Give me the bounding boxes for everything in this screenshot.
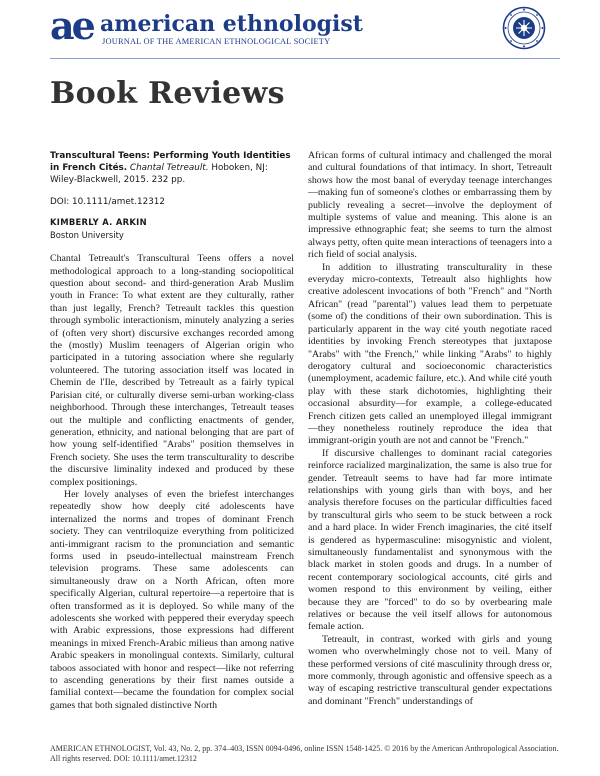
society-seal-icon: [502, 6, 546, 50]
journal-logo: ae: [50, 3, 93, 48]
doi-line: DOI: 10.1111/amet.12312: [50, 197, 165, 207]
body-paragraph: If discursive challenges to dominant racial categories reinforce racialized marginalization, the same is also true for gender. Tetreault seems to have had far more intimate relationships with young girls than with boys, and her analysis therefore focuses on the particular difficulties faced by transcultural girls who seem to be stuck between a rock and a hard place. In wider French imaginaries, the cité itself is gendered as hypermasculine: misogynistic and violent, simultaneously fundamentalist and synonymous with the black market in stolen goods and drugs. In a number of recent contemporary sociological accounts, cité girls and women respond to this environment by veiling, either because they are "forced" to do so by overbearing male relatives or because the veil itself allows for autonomous female action.: [308, 447, 552, 633]
body-paragraph: Her lovely analyses of even the briefest interchanges repeatedly show how deeply cité adolescents have internalized the norms and tropes of dominant French society. They can ventriloquize everything from politicized anti-immigrant racism to the pronunciation and semantic forms used in pseudo-intellectual mainstream French television programs. These same adolescents can simultaneously draw on a North African, often more specifically Algerian, cultural repertoire—a repertoire that is often transformed as it is deployed. So while many of the adolescents she worked with peppered their everyday speech with Arabic expressions, those expressions had different meanings in mixed French-Arabic milieus than among native Arabic speakers in monolingual contexts. Similarly, cultural taboos associated with honor and respect—like not referring to ascending generations by their first names outside a familial context—became the foundation for complex social games that both signaled distinctive North: [50, 488, 294, 711]
masthead-divider: [50, 58, 560, 59]
reviewer-affiliation: Boston University: [50, 229, 124, 240]
journal-name: american ethnologist: [100, 11, 363, 37]
body-paragraph: Tetreault, in contrast, worked with girls and young women who overwhelmingly chose not to veil. Many of these performed versions of cité masculinity through dress or, more commonly, through agonistic and offensive speech as a way of escaping restrictive transcultural gender expectations and dominant "French" understandings of: [308, 633, 552, 707]
body-paragraph: In addition to illustrating transculturality in these everyday micro-contexts, Tetreault also highlights how creative adolescent invocations of both "French" and "North African" (read "parental") values lead them to perpetuate (some of) the conditions of their own subordination. This is particularly apparent in the way cité youth negotiate raced identities by invoking French stereotypes that juxtapose "Arabs" with "the French," while linking "Arabs" to highly derogatory cultural and socioeconomic characteristics (unemployment, academic failure, etc.). And while cité youth play with these stark dichotomies, highlighting their occasional absurdity—for example, a college-educated French citizen gets called an unemployed illegal immigrant—they nonetheless routinely reproduce the idea that immigrant-origin youth are not and cannot be "French.": [308, 261, 552, 447]
body-paragraph: Chantal Tetreault's Transcultural Teens offers a novel methodological approach to a long-standing sociopolitical question about second- and third-generation Arab Muslim youth in France: To what extent are they culturally, rather than just legally, French? Tetreault tackles this question through symbolic interactionism, minutely analyzing a series of (often very short) discursive exchanges recorded among the (mostly) Muslim teenagers of Algerian origin who participated in a tutoring association where she regularly volunteered. The tutoring association itself was located in Chemin de l'Ile, described by Tetreault as a fairly typical Parisian cité, or culturally diverse semi-urban working-class neighborhood. Through these interchanges, Tetreault teases out the multiple and conflicting enactments of gender, generation, ethnicity, and national belonging that are part of how young self-identified "Arabs" position themselves in French society. She uses the term transculturality to describe the discursive liminality indexed and produced by these complex positionings.: [50, 253, 294, 488]
journal-subtitle: JOURNAL OF THE AMERICAN ETHNOLOGICAL SOCIETY: [102, 37, 331, 46]
footer-rights: All rights reserved. DOI: 10.1111/amet.12312: [50, 753, 197, 763]
book-author: Chantal Tetreault.: [129, 163, 209, 173]
page-footer: [50, 744, 560, 763]
reviewer-name: KIMBERLY A. ARKIN: [50, 217, 147, 228]
book-title: Transcultural Teens: Performing Youth Identities in French Cités.: [50, 151, 291, 173]
book-reference: [50, 150, 294, 186]
right-column: [308, 150, 552, 708]
body-paragraph: African forms of cultural intimacy and challenged the moral and cultural foundations of that intimacy. In short, Tetreault shows how the most banal of everyday teenage interchanges—making fun of someone's clothes or embarrassing them by publicly revealing a secret—involve the deployment of multiple systems of value and meaning. This alone is an impressive ethnographic feat; she seems to turn the almost always petty, often quite mean interactions of teenagers into a rich field of social analysis.: [308, 150, 552, 261]
journal-masthead: [50, 3, 560, 54]
section-title: Book Reviews: [50, 76, 285, 111]
left-column: [50, 150, 294, 712]
book-publication: Hoboken, NJ: Wiley-Blackwell, 2015. 232 pp.: [50, 163, 268, 185]
footer-citation: AMERICAN ETHNOLOGIST, Vol. 43, No. 2, pp. 374–403, ISSN 0094-0496, online ISSN 1548-1425. © 2016 by the American Anthropological Association.: [50, 744, 559, 753]
